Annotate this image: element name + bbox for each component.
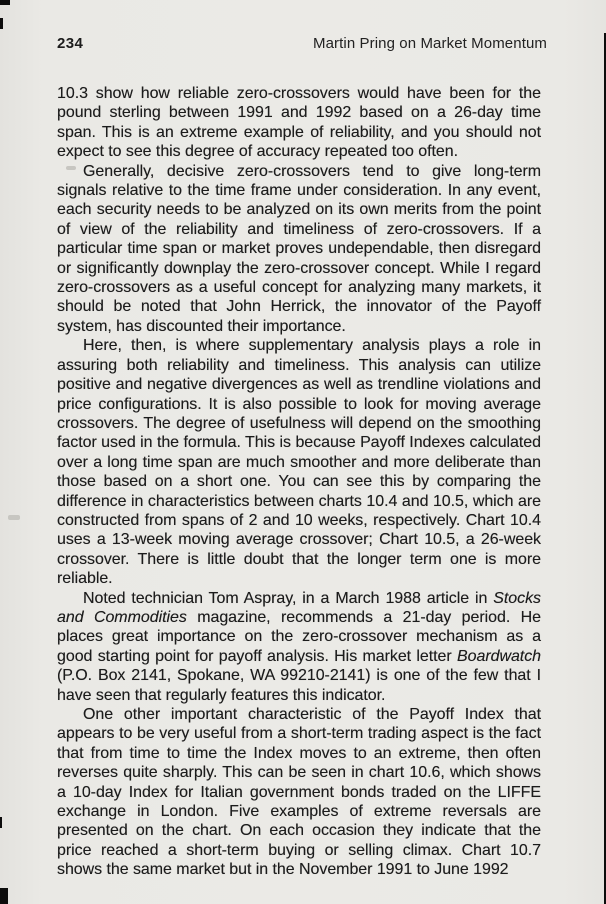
scan-smudge — [8, 515, 20, 520]
page-body — [57, 84, 541, 880]
paragraph-4-text: Noted technician Tom Aspray, in a March 1988 article in — [83, 589, 494, 607]
page-number: 234 — [57, 35, 84, 52]
paragraph-2: Generally, decisive zero-crossovers tend to give long-term signals relative to the time frame under consideration. In any event, each security needs to be analyzed on its own merits from the point of view of the reliability and timeliness of zero-crossovers. If a particular time span or market proves undependable, then disregard or significantly downplay the zero-crossover concept. While I regard zero-crossovers as a useful concept for analyzing many markets, it should be noted that John Herrick, the innovator of the Payoff system, has discounted their importance. — [57, 162, 541, 335]
scan-artifact-left-lower — [0, 817, 2, 828]
scan-artifact-left-upper — [0, 18, 3, 29]
paragraph-4-text: (P.O. Box 2141, Spokane, WA 99210-2141) is one of the few that I have seen that regularly features this indicator. — [57, 667, 541, 704]
scan-artifact-top-left — [0, 0, 10, 5]
magazine-title: Stocks and Commodities — [57, 589, 541, 626]
paragraph-4-text: magazine, recommends a 21-day period. He places great importance on the zero-crossover mechanism as a good starting point for payoff analysis. His market letter — [57, 608, 541, 665]
paragraph-5: One other important characteristic of the Payoff Index that appears to be very useful from a short-term trading aspect is the fact that from time to time the Index moves to an extreme, then often reverses quite sharply. This can be seen in chart 10.6, which shows a 10-day Index for Italian government bonds traded on the LIFFE exchange in London. Five examples of extreme reversals are presented on the chart. On each occasion they indicate that the price reached a short-term buying or selling climax. Chart 10.7 shows the same market but in the November 1991 to June 1992 — [57, 706, 541, 879]
scan-artifact-bottom-left — [0, 888, 8, 904]
page-header — [57, 36, 547, 52]
running-title: Martin Pring on Market Momentum — [312, 35, 547, 52]
paragraph-3: Here, then, is where supplementary analysis plays a role in assuring both reliability and timeliness. This analysis can utilize positive and negative divergences as well as trendline violations and price configurations. It is also possible to look for moving average crossovers. The degree of usefulness will depend on the smoothing factor used in the formula. This is because Payoff Indexes calculated over a long time span are much smoother and more deliberate than those based on a short one. You can see this by comparing the difference in characteristics between charts 10.4 and 10.5, which are constructed from spans of 2 and 10 weeks, respectively. Chart 10.4 uses a 13-week moving average crossover; Chart 10.5, a 26-week crossover. There is little doubt that the longer term one is more reliable. — [57, 337, 541, 588]
newsletter-title: Boardwatch — [457, 647, 541, 665]
paragraph-4 — [57, 589, 541, 705]
paragraph-1: 10.3 show how reliable zero-crossovers would have been for the pound sterling between 1991 and 1992 based on a 26-day time span. This is an extreme example of reliability, and you should not expect to see this degree of accuracy repeated too often. — [57, 85, 541, 161]
